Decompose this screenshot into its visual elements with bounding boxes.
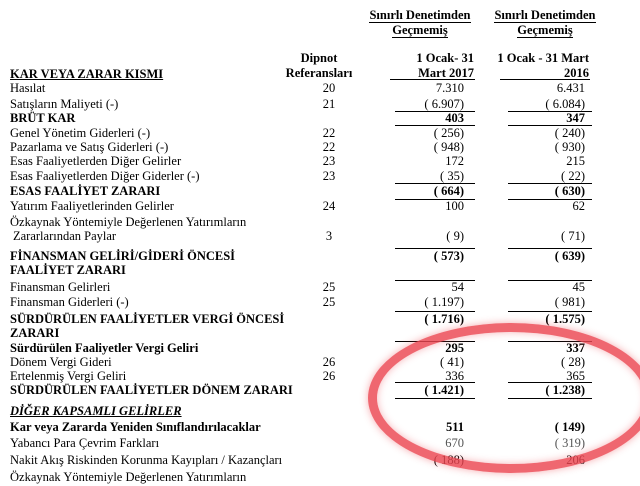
value-2016: ( 240) bbox=[554, 126, 585, 140]
row-ref: 3 bbox=[325, 229, 333, 243]
value-2016: 215 bbox=[566, 154, 585, 168]
row-ref: 26 bbox=[322, 355, 336, 369]
header-rule bbox=[500, 79, 590, 80]
row-label: Özkaynak Yöntemiyle Değerlenen Yatırımların bbox=[10, 470, 247, 484]
row-label: Kar veya Zararda Yeniden Sınıflandırılacaklar bbox=[10, 420, 261, 434]
value-2017: ( 1.197) bbox=[424, 295, 464, 309]
col1-period-header: 1 Ocak- 31 Mart 2017 bbox=[416, 51, 474, 80]
row-ref: 22 bbox=[322, 126, 336, 140]
value-2017: 100 bbox=[445, 199, 464, 213]
value-2016: ( 930) bbox=[554, 140, 585, 154]
col2-status-header: Sınırlı Denetimden Geçmemiş bbox=[494, 8, 596, 37]
value-2017: ( 573) bbox=[433, 249, 464, 263]
row-label: DİĞER KAPSAMLI GELİRLER bbox=[10, 404, 182, 418]
col2-period-header: 1 Ocak - 31 Mart 2016 bbox=[497, 51, 589, 80]
total-rule bbox=[395, 248, 475, 249]
total-rule bbox=[508, 280, 592, 281]
row-label: Esas Faaliyetlerden Diğer Giderler (-) bbox=[10, 169, 200, 183]
value-2016: ( 149) bbox=[554, 420, 585, 434]
value-2017: ( 6.907) bbox=[424, 97, 464, 111]
total-rule bbox=[508, 125, 592, 126]
row-label: SÜRDÜRÜLEN FAALİYETLER VERGİ ÖNCESİ bbox=[10, 312, 285, 326]
value-2017: 295 bbox=[445, 341, 464, 355]
total-rule bbox=[395, 341, 475, 342]
section-title: KAR VEYA ZARAR KISMI bbox=[10, 67, 164, 81]
value-2016: ( 6.084) bbox=[545, 97, 585, 111]
value-2016: 45 bbox=[572, 280, 585, 294]
row-label: BRÜT KAR bbox=[10, 111, 76, 125]
value-2017: 172 bbox=[445, 154, 464, 168]
row-label: Sürdürülen Faaliyetler Vergi Geliri bbox=[10, 341, 199, 355]
value-2017: ( 664) bbox=[433, 184, 464, 198]
row-label: Genel Yönetim Giderleri (-) bbox=[10, 126, 151, 140]
value-2016: ( 22) bbox=[561, 169, 585, 183]
total-rule bbox=[395, 398, 475, 399]
row-ref: 26 bbox=[322, 369, 336, 383]
value-2017: ( 1.421) bbox=[424, 383, 464, 397]
row-label: Finansman Gelirleri bbox=[10, 280, 111, 294]
value-2016: 337 bbox=[566, 341, 585, 355]
value-2017: 403 bbox=[445, 111, 464, 125]
value-2017: 336 bbox=[445, 369, 464, 383]
row-label: Nakit Akış Riskinden Korunma Kayıpları / Kazançları bbox=[10, 453, 283, 467]
row-label: Esas Faaliyetlerden Diğer Gelirler bbox=[10, 154, 182, 168]
value-2016: ( 639) bbox=[554, 249, 585, 263]
total-rule bbox=[395, 111, 475, 112]
total-rule bbox=[508, 183, 592, 184]
total-rule bbox=[395, 183, 475, 184]
row-ref: 23 bbox=[322, 169, 336, 183]
row-label: FİNANSMAN GELİRİ/GİDERİ ÖNCESİ bbox=[10, 249, 236, 263]
row-label: Finansman Giderleri (-) bbox=[10, 295, 129, 309]
row-label: ESAS FAALİYET ZARARI bbox=[10, 184, 161, 198]
total-rule bbox=[395, 199, 475, 200]
value-2017: ( 41) bbox=[440, 355, 464, 369]
value-2017: 7.310 bbox=[435, 81, 464, 95]
row-ref: 24 bbox=[322, 199, 336, 213]
row-ref: 20 bbox=[322, 81, 336, 95]
total-rule bbox=[395, 280, 475, 281]
row-label: Yatırım Faaliyetlerinden Gelirler bbox=[10, 199, 174, 213]
total-rule bbox=[508, 248, 592, 249]
row-label: Yabancı Para Çevrim Farkları bbox=[10, 436, 160, 450]
value-2016: ( 28) bbox=[561, 355, 585, 369]
value-2017: ( 948) bbox=[433, 140, 464, 154]
row-ref: 21 bbox=[322, 97, 336, 111]
row-ref: 22 bbox=[322, 140, 336, 154]
value-2017: ( 9) bbox=[446, 229, 464, 243]
row-label: SÜRDÜRÜLEN FAALİYETLER DÖNEM ZARARI bbox=[10, 383, 293, 397]
value-2016: ( 1.575) bbox=[545, 312, 585, 326]
value-2017: ( 35) bbox=[440, 169, 464, 183]
value-2016: 365 bbox=[566, 369, 585, 383]
value-2016: 347 bbox=[566, 111, 585, 125]
value-2017: ( 188) bbox=[433, 453, 464, 467]
total-rule bbox=[508, 341, 592, 342]
row-ref: 23 bbox=[322, 154, 336, 168]
value-2016: ( 981) bbox=[554, 295, 585, 309]
total-rule bbox=[508, 111, 592, 112]
total-rule bbox=[508, 382, 592, 383]
row-label: Pazarlama ve Satış Giderleri (-) bbox=[10, 140, 169, 154]
value-2016: 62 bbox=[572, 199, 585, 213]
row-label: Satışların Maliyeti (-) bbox=[10, 97, 119, 111]
value-2017: 511 bbox=[445, 420, 464, 434]
header-rule bbox=[390, 79, 475, 80]
value-2016: ( 319) bbox=[554, 436, 585, 450]
value-2016: ( 1.238) bbox=[545, 383, 585, 397]
value-2017: 54 bbox=[451, 280, 464, 294]
row-label: Ertelenmiş Vergi Geliri bbox=[10, 369, 127, 383]
row-label: Özkaynak Yöntemiyle Değerlenen Yatırımların bbox=[10, 215, 247, 229]
col1-status-header: Sınırlı Denetimden Geçmemiş bbox=[369, 8, 471, 37]
row-ref: 25 bbox=[322, 295, 336, 309]
value-2017: 670 bbox=[445, 436, 464, 450]
value-2017: ( 256) bbox=[433, 126, 464, 140]
row-label: ZARARI bbox=[10, 326, 60, 340]
total-rule bbox=[395, 125, 475, 126]
total-rule bbox=[508, 199, 592, 200]
total-rule bbox=[395, 382, 475, 383]
row-label: Hasılat bbox=[10, 81, 46, 95]
row-ref: 25 bbox=[322, 280, 336, 294]
value-2017: ( 1.716) bbox=[424, 312, 464, 326]
row-label: FAALİYET ZARARI bbox=[10, 263, 126, 277]
value-2016: 206 bbox=[566, 453, 585, 467]
value-2016: ( 630) bbox=[554, 184, 585, 198]
total-rule bbox=[508, 398, 592, 399]
value-2016: 6.431 bbox=[556, 81, 585, 95]
value-2016: ( 71) bbox=[561, 229, 585, 243]
row-label: Zararlarından Paylar bbox=[13, 229, 117, 243]
total-rule bbox=[395, 311, 475, 312]
ref-header: Dipnot Referansları bbox=[285, 51, 353, 80]
total-rule bbox=[508, 311, 592, 312]
row-label: Dönem Vergi Gideri bbox=[10, 355, 112, 369]
